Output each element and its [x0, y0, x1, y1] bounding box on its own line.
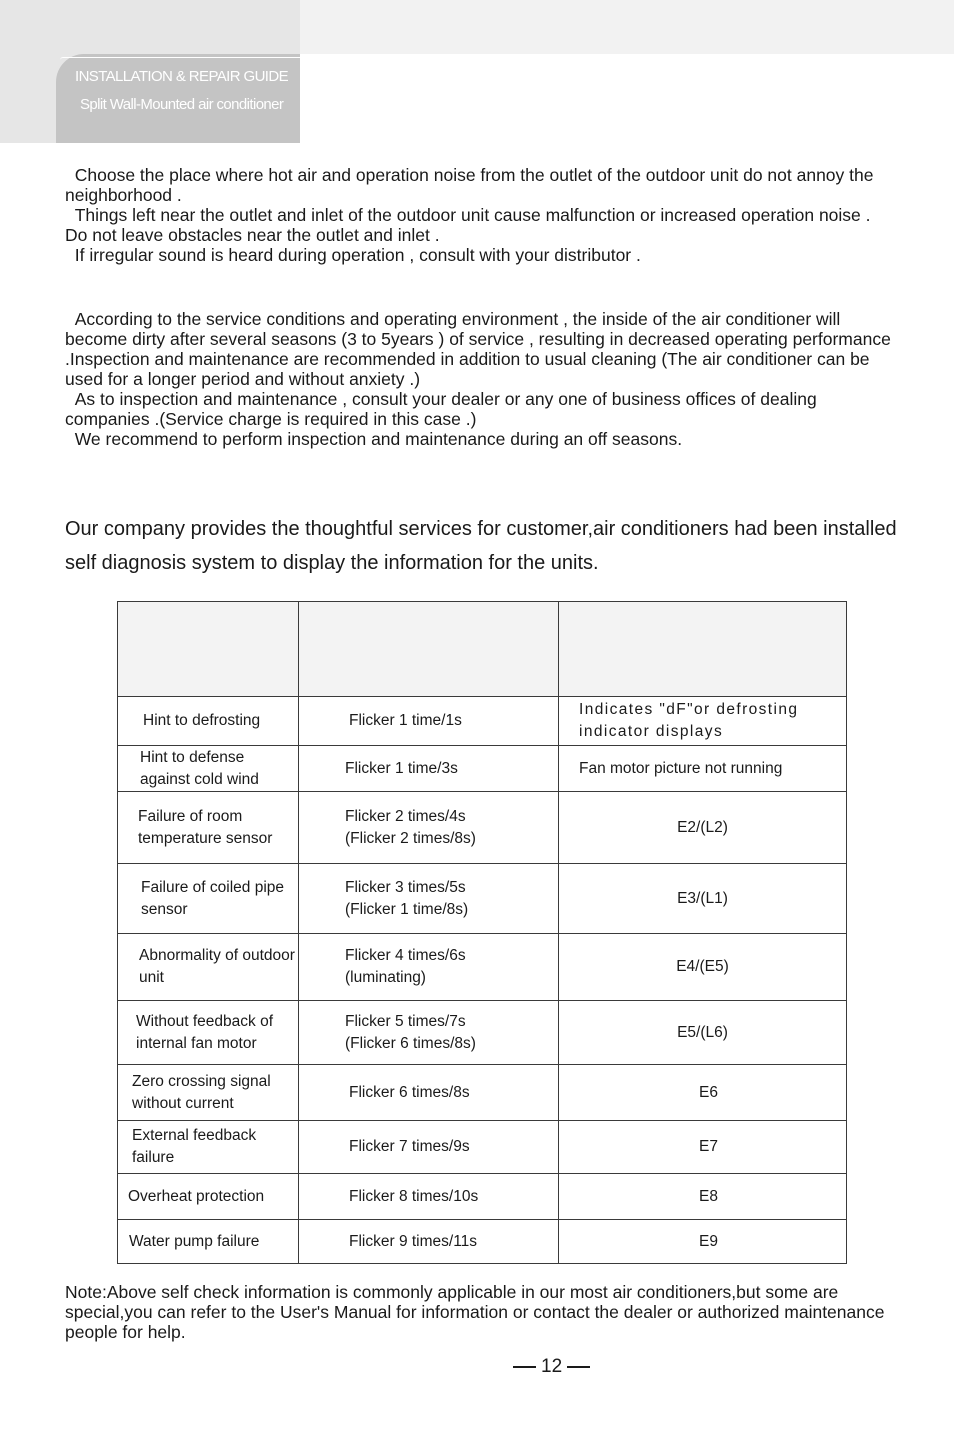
indicator-lamp: Flicker 7 times/9s	[299, 1121, 559, 1174]
page-number-dash-left	[513, 1366, 536, 1368]
paragraph: Things left near the outlet and inlet of the outdoor unit cause malfunction or increased operation noise . Do not leave obstacles near the outlet and inlet .	[65, 205, 876, 245]
fault-item: Hint to defense against cold wind	[118, 746, 299, 792]
indicator-lamp	[299, 864, 559, 934]
fault-item: Failure of coiled pipe sensor	[118, 864, 299, 934]
display-code: Fan motor picture not running	[559, 746, 847, 792]
fault-item: Hint to defrosting	[118, 697, 299, 746]
display-code: E9	[559, 1220, 847, 1264]
indicator-lamp: Flicker 8 times/10s	[299, 1174, 559, 1220]
self-diagnosis-intro: Our company provides the thoughtful services for customer,air conditioners had been installed self diagnosis system to display the information for the units.	[65, 518, 897, 574]
guide-subtitle: Split Wall-Mounted air conditioner	[80, 96, 284, 113]
fault-item: Overheat protection	[118, 1174, 299, 1220]
display-code: E6	[559, 1065, 847, 1121]
paragraph: We recommend to perform inspection and maintenance during an off seasons.	[65, 429, 683, 449]
table-header-cell	[299, 602, 559, 697]
paragraph: According to the service conditions and operating environment , the inside of the air conditioner will become dirty after several seasons (3 to 5years ) of service , resulting in decreased operating performance .Inspection and maintenance are recommended in addition to usual cleaning (The air conditioner can be used for a longer period and without anxiety .)	[65, 309, 896, 389]
indicator-lamp	[299, 934, 559, 1001]
table-row	[118, 1121, 847, 1174]
guide-title: INSTALLATION & REPAIR GUIDE	[75, 68, 289, 85]
indicator-secondary: (Flicker 6 times/8s)	[345, 1034, 476, 1052]
table-row	[118, 934, 847, 1001]
fault-item: Water pump failure	[118, 1220, 299, 1264]
display-code: E8	[559, 1174, 847, 1220]
page-number-dash-right	[567, 1366, 590, 1368]
paragraph: As to inspection and maintenance , consult your dealer or any one of business offices of dealing companies .(Service charge is required in this case .)	[65, 389, 822, 429]
table-header-row	[118, 602, 847, 697]
display-code: E3/(L1)	[559, 864, 847, 934]
page-number	[508, 1356, 595, 1378]
fault-item: Without feedback of internal fan motor	[118, 1001, 299, 1065]
indicator-primary: Flicker 3 times/5s	[345, 878, 466, 896]
indicator-lamp	[299, 1001, 559, 1065]
note-text: Note:Above self check information is commonly applicable in our most air conditioners,but some are special,you can refer to the User's Manual for information or contact the dealer or authorized maintenance people for help.	[65, 1282, 885, 1342]
display-code: E2/(L2)	[559, 792, 847, 864]
indicator-secondary: (Flicker 2 times/8s)	[345, 829, 476, 847]
indicator-lamp: Flicker 1 time/3s	[299, 746, 559, 792]
indicator-primary: Flicker 5 times/7s	[345, 1012, 466, 1030]
indicator-secondary: (luminating)	[345, 969, 426, 986]
table-row	[118, 1001, 847, 1065]
table-row	[118, 864, 847, 934]
fault-item: External feedback failure	[118, 1121, 299, 1174]
table-row	[118, 792, 847, 864]
maintenance-section	[65, 309, 895, 449]
self-diagnosis-table	[117, 601, 847, 1264]
table-row	[118, 1174, 847, 1220]
display-code: Indicates "dF"or defrosting indicator displays	[559, 697, 847, 746]
indicator-secondary: (Flicker 1 time/8s)	[345, 900, 469, 918]
table-row	[118, 1065, 847, 1121]
indicator-lamp	[299, 792, 559, 864]
table-row	[118, 1220, 847, 1264]
display-code: E4/(E5)	[559, 934, 847, 1001]
paragraph: Choose the place where hot air and operation noise from the outlet of the outdoor unit do not annoy the neighborhood .	[65, 165, 879, 205]
display-code: E5/(L6)	[559, 1001, 847, 1065]
table-header-cell	[118, 602, 299, 697]
table-row	[118, 697, 847, 746]
paragraph: If irregular sound is heard during operation , consult with your distributor .	[65, 245, 641, 265]
table-header-cell	[559, 602, 847, 697]
outdoor-unit-placement-section	[65, 165, 895, 265]
fault-item: Abnormality of outdoor unit	[118, 934, 299, 1001]
table-row	[118, 746, 847, 792]
indicator-lamp: Flicker 6 times/8s	[299, 1065, 559, 1121]
fault-item: Failure of room temperature sensor	[118, 792, 299, 864]
indicator-lamp: Flicker 9 times/11s	[299, 1220, 559, 1264]
display-code: E7	[559, 1121, 847, 1174]
indicator-primary: Flicker 2 times/4s	[345, 807, 466, 825]
fault-item: Zero crossing signal without current	[118, 1065, 299, 1121]
indicator-lamp: Flicker 1 time/1s	[299, 697, 559, 746]
header-top-band	[300, 0, 954, 54]
indicator-primary: Flicker 4 times/6s	[345, 947, 466, 964]
page-number-value: 12	[541, 1356, 563, 1377]
